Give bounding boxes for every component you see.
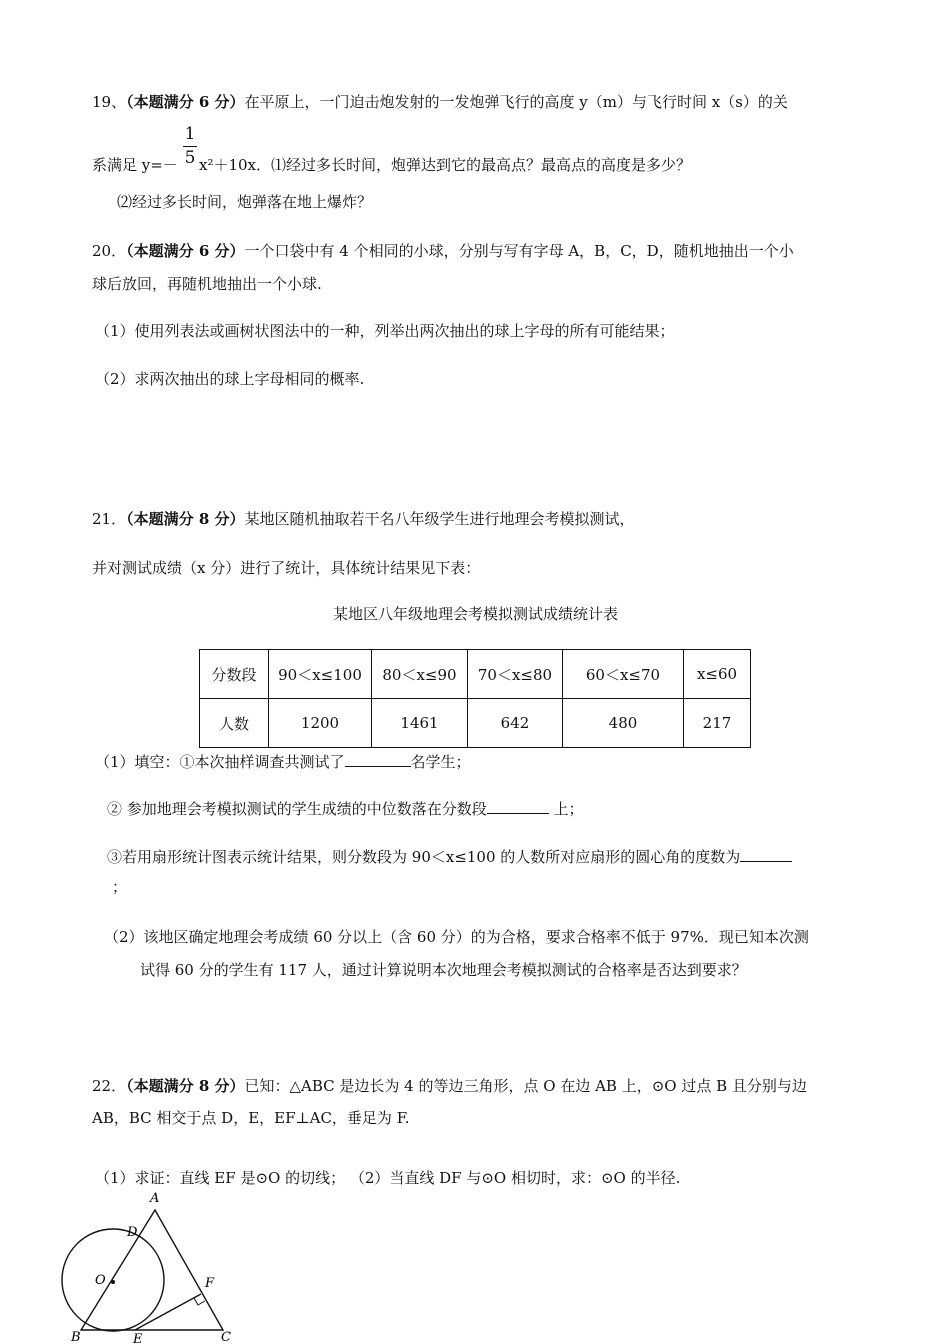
- q22-line2: AB，BC 相交于点 D，E，EF⊥AC，垂足为 F.: [92, 1109, 410, 1127]
- q19-stem-line1: 在平原上，一门迫击炮发射的一发炮弹飞行的高度 y（m）与飞行时间 x（s）的关: [244, 93, 788, 111]
- segment-ef: [135, 1294, 201, 1330]
- q19-fraction-bar: [183, 146, 197, 147]
- table-cell: 217: [684, 699, 751, 748]
- q19-number: 19、: [92, 93, 127, 111]
- table-cell: 1461: [372, 699, 468, 748]
- label-d: D: [127, 1225, 138, 1240]
- q21-line2: 并对测试成绩（x 分）进行了统计，具体统计结果见下表：: [92, 559, 481, 577]
- q21-fill1-end: 名学生；: [410, 753, 471, 771]
- table-cell: 70＜x≤80: [468, 650, 563, 699]
- q21-fill3-semicolon: ；: [112, 878, 128, 896]
- label-e: E: [133, 1332, 143, 1344]
- q22-stem-line1: 已知：△ABC 是边长为 4 的等边三角形，点 O 在边 AB 上，⊙O 过点 B 且分别与边: [244, 1077, 807, 1095]
- answer-blank-1[interactable]: [345, 752, 411, 767]
- q20-stem-line1: 一个口袋中有 4 个相同的小球，分别与写有字母 A，B，C，D，随机地抽出一个小: [244, 242, 794, 260]
- q22-line1: [92, 1076, 807, 1096]
- q21-part2-line2: 试得 60 分的学生有 117 人，通过计算说明本次地理会考模拟测试的合格率是否达到要求？: [140, 961, 747, 979]
- q21-fill1: [95, 752, 471, 772]
- q21-line1: [92, 509, 635, 529]
- q19-line2-post: x²＋10x．⑴经过多长时间，炮弹达到它的最高点？最高点的高度是多少？: [199, 156, 692, 174]
- q19-fraction-denominator: 5: [184, 148, 196, 168]
- q21-stem-line1: 某地区随机抽取若干名八年级学生进行地理会考模拟测试，: [244, 510, 635, 528]
- q21-table-title: 某地区八年级地理会考模拟测试成绩统计表: [333, 605, 619, 623]
- table-cell: 80＜x≤90: [372, 650, 468, 699]
- q20-line2: 球后放回，再随机地抽出一个小球.: [92, 275, 322, 293]
- q19-part2: ⑵经过多长时间，炮弹落在地上爆炸？: [117, 193, 373, 211]
- table-cell: 1200: [269, 699, 372, 748]
- label-o: O: [95, 1273, 106, 1288]
- q22-points: （本题满分 8 分）: [126, 1077, 245, 1095]
- q21-fill2-end: 上；: [548, 800, 584, 818]
- q21-part2-line1: （2）该地区确定地理会考成绩 60 分以上（含 60 分）的为合格，要求合格率不低于 97%．现已知本次测: [104, 928, 809, 946]
- table-row: [200, 699, 751, 748]
- q19-points: （本题满分 6 分）: [126, 93, 245, 111]
- table-cell: 90＜x≤100: [269, 650, 372, 699]
- q20-line1: [92, 241, 794, 261]
- table-cell-header: 分数段: [200, 650, 269, 699]
- q20-part1: （1）使用列表法或画树状图法中的一种，列举出两次抽出的球上字母的所有可能结果；: [95, 322, 675, 340]
- q19-line2-pre: 系满足 y=－: [92, 156, 178, 174]
- q21-fill3: [107, 847, 792, 867]
- q21-fill1-text: （1）填空：①本次抽样调查共测试了: [95, 753, 345, 771]
- table-cell: 642: [468, 699, 563, 748]
- label-f: F: [205, 1276, 215, 1291]
- label-b: B: [71, 1330, 81, 1344]
- q20-part2: （2）求两次抽出的球上字母相同的概率.: [95, 370, 365, 388]
- label-c: C: [221, 1330, 231, 1344]
- center-point-o: [111, 1280, 115, 1284]
- table-cell: 60＜x≤70: [563, 650, 684, 699]
- answer-blank-2[interactable]: [487, 799, 549, 814]
- q20-number: 20．: [92, 242, 127, 260]
- q19-line1: [92, 92, 788, 112]
- table-cell: 480: [563, 699, 684, 748]
- q21-points: （本题满分 8 分）: [126, 510, 245, 528]
- right-angle-mark: [194, 1298, 205, 1305]
- triangle-circle-figure: [55, 1188, 240, 1344]
- q21-number: 21．: [92, 510, 127, 528]
- q19-fraction-numerator: 1: [184, 124, 196, 144]
- table-row: [200, 650, 751, 699]
- score-stats-table: [199, 649, 751, 748]
- answer-blank-3[interactable]: [740, 847, 792, 862]
- q21-fill2: [107, 799, 584, 819]
- q22-number: 22．: [92, 1077, 127, 1095]
- label-a: A: [150, 1191, 160, 1206]
- q22-parts: （1）求证：直线 EF 是⊙O 的切线； （2）当直线 DF 与⊙O 相切时，求：⊙O 的半径.: [95, 1169, 681, 1187]
- q20-points: （本题满分 6 分）: [126, 242, 245, 260]
- q21-fill3-text: ③若用扇形统计图表示统计结果，则分数段为 90＜x≤100 的人数所对应扇形的圆心角的度数为: [107, 848, 741, 866]
- table-cell: x≤60: [684, 650, 751, 699]
- table-cell-header: 人数: [200, 699, 269, 748]
- q21-fill2-text: ② 参加地理会考模拟测试的学生成绩的中位数落在分数段: [107, 800, 487, 818]
